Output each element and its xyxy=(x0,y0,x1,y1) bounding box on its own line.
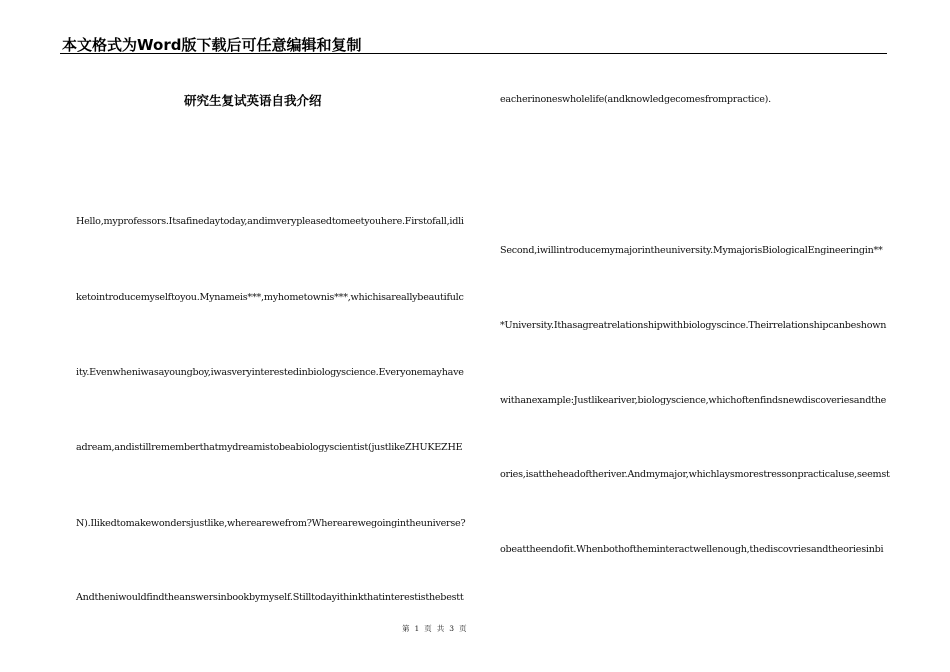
left-text-line: Andtheniwouldfindtheanswersinbookbymyself.Stilltodayithinkthatinterestisthebestt xyxy=(76,592,464,603)
left-text-line: Hello,myprofessors.Itsafinedaytoday,andimverypleasedtomeetyouhere.Firstofall,idli xyxy=(76,216,464,227)
left-text-line: ketointroducemyselftoyou.Mynameis***,myhometownis***,whichisareallybeautifulc xyxy=(76,292,464,303)
right-text-line: withanexample:Justlikeariver,biologyscience,whichoftenfindsnewdiscoveriesandthe xyxy=(500,395,887,406)
total-unit: 页 xyxy=(459,624,467,633)
right-text-line: obeattheendofit.Whenbothoftheminteractwellenough,thediscovriesandtheoriesinbi xyxy=(500,544,884,555)
right-text-line: Second,iwillintroducemymajorintheuniversity.MymajorisBiologicalEngineeringin** xyxy=(500,245,883,256)
total-pages: 3 xyxy=(449,624,455,633)
document-header: 本文格式为Word版下载后可任意编辑和复制 xyxy=(62,36,362,54)
left-text-line: N).Ilikedtomakewondersjustlike,wherearewefrom?Wherearewegoingintheuniverse? xyxy=(76,518,466,529)
right-text-line: ories,isattheheadoftheriver.Andmymajor,whichlaysmorestressonpracticaluse,seemst xyxy=(500,469,890,480)
page-indicator xyxy=(402,623,472,634)
left-text-line: adream,andistillrememberthatmydreamistobeabiologyscientist(justlikeZHUKEZHE xyxy=(76,442,463,453)
page-prefix: 第 xyxy=(402,624,410,633)
header-divider xyxy=(60,53,887,54)
page-number: 1 xyxy=(414,624,420,633)
right-text-line: *University.Ithasagreatrelationshipwithbiologyscince.Theirrelationshipcanbeshown xyxy=(500,320,887,331)
right-text-line: eacherinoneswholelife(andknowledgecomesfrompractice). xyxy=(500,94,771,105)
total-prefix: 共 xyxy=(436,624,445,633)
left-text-line: ity.Evenwheniwasayoungboy,iwasveryinterestedinbiologyscience.Everyonemayhave xyxy=(76,367,464,378)
document-title: 研究生复试英语自我介绍 xyxy=(184,93,322,108)
page-unit: 页 xyxy=(424,624,432,633)
